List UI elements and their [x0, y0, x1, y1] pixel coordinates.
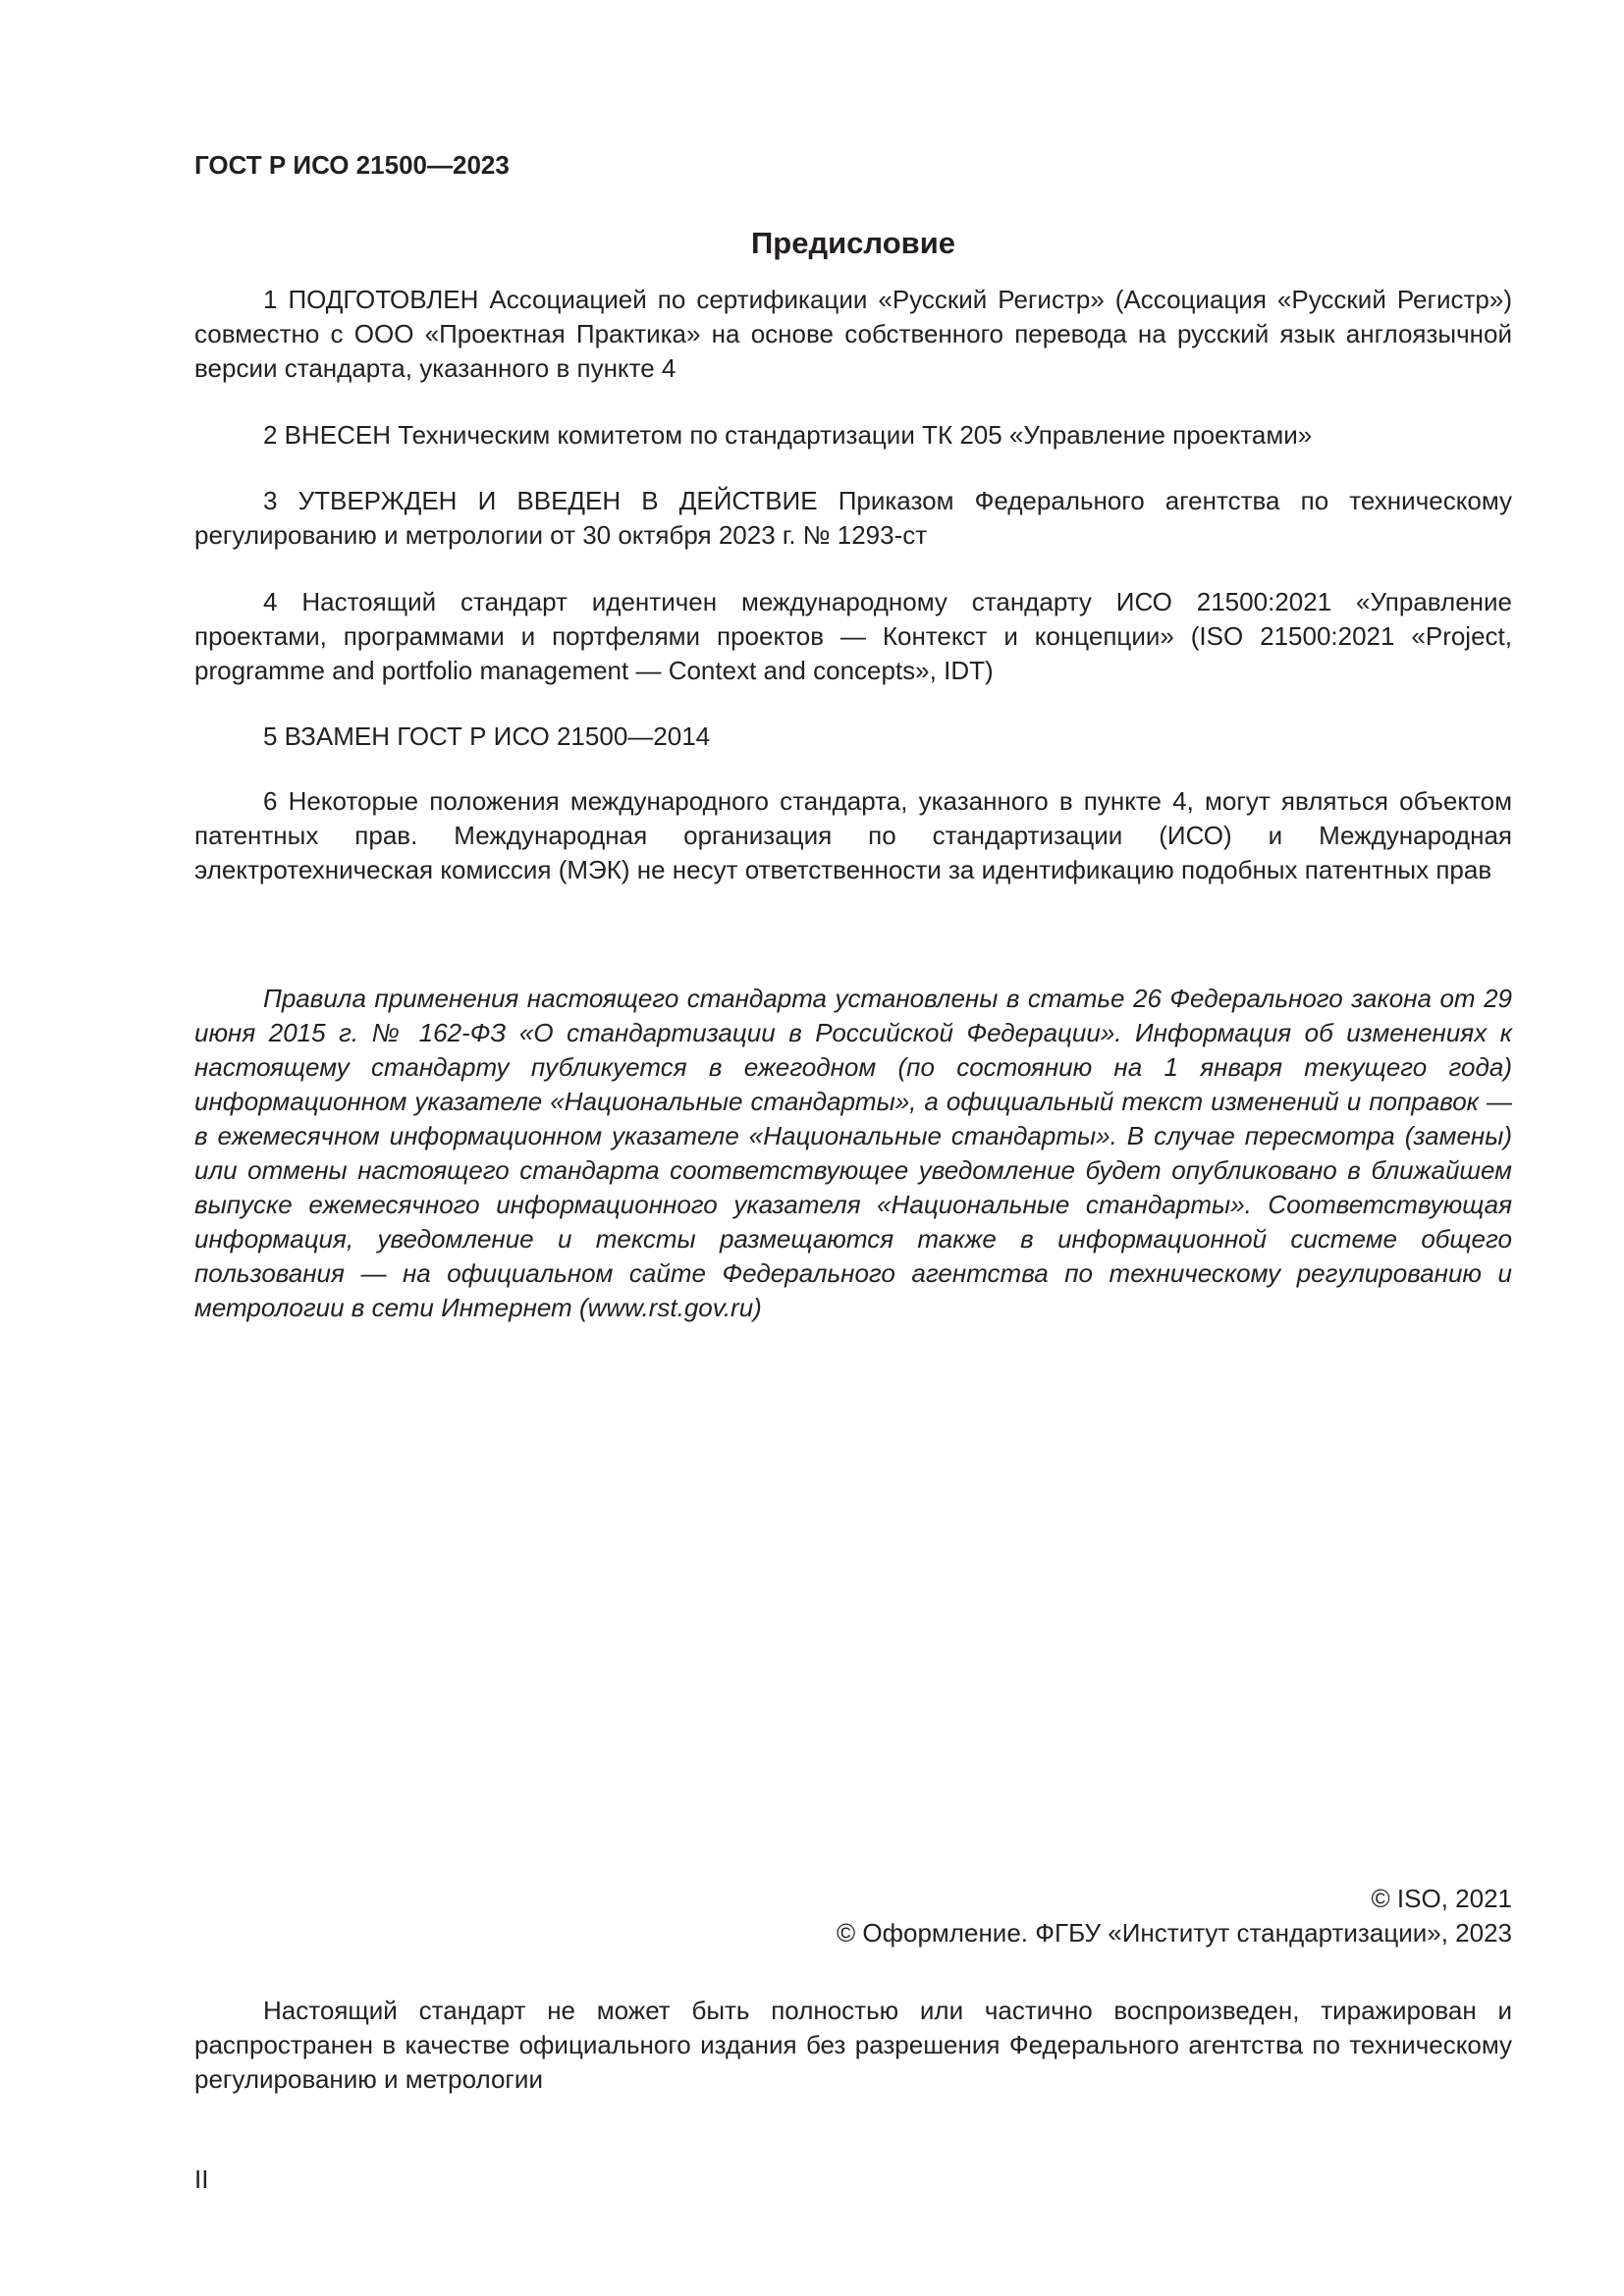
foreword-title: Предисловие	[750, 226, 955, 260]
foreword-item-5: 5 ВЗАМЕН ГОСТ Р ИСО 21500—2014	[263, 721, 711, 751]
foreword-item-6: 6 Некоторые положения международного стандарта, указанного в пункте 4, могут являться объектом патентных прав. Международная организация по стандартизации (ИСО) и Международная электротехническая комиссия (МЭК) не несут ответственности за идентификацию подобных патентных прав	[194, 786, 1512, 884]
reproduction-notice: Настоящий стандарт не может быть полностью или частично воспроизведен, тиражирован и распространен в качестве официального издания без разрешения Федерального агентства по техническому регулированию и метрологии	[194, 1996, 1512, 2094]
foreword-item-1: 1 ПОДГОТОВЛЕН Ассоциацией по сертификации «Русский Регистр» (Ассоциация «Русский Регистр») совместно с ООО «Проектная Практика» на основе собственного перевода на русский язык англоязычной версии стандарта, указанного в пункте 4	[194, 285, 1512, 383]
design-copyright: © Оформление. ФГБУ «Институт стандартизации», 2023	[837, 1918, 1512, 1948]
document-code: ГОСТ Р ИСО 21500—2023	[194, 150, 510, 180]
foreword-item-2: 2 ВНЕСЕН Техническим комитетом по стандартизации ТК 205 «Управление проектами»	[263, 420, 1313, 450]
foreword-item-3: 3 УТВЕРЖДЕН И ВВЕДЕН В ДЕЙСТВИЕ Приказом Федерального агентства по техническому регулированию и метрологии от 30 октября 2023 г. № 1293-ст	[194, 486, 1512, 550]
iso-copyright: © ISO, 2021	[1371, 1884, 1512, 1913]
page-number: II	[194, 2164, 209, 2194]
foreword-item-4: 4 Настоящий стандарт идентичен международному стандарту ИСО 21500:2021 «Управление проектами, программами и портфелями проектов — Контекст и концепции» (ISO 21500:2021 «Project, programme and portfolio management — Context and concepts», IDT)	[194, 587, 1512, 685]
standard-rules-note: Правила применения настоящего стандарта установлены в статье 26 Федерального закона от 29 июня 2015 г. № 162-ФЗ «О стандартизации в Российской Федерации». Информация об изменениях к настоящему стандарту публикуется в ежегодном (по состоянию на 1 января текущего года) информационном указателе «Национальные стандарты», а официальный текст изменений и поправок — в ежемесячном информационном указателе «Национальные стандарты». В случае пересмотра (замены) или отмены настоящего стандарта соответствующее уведомление будет опубликовано в ближайшем выпуске ежемесячного информационного указателя «Национальные стандарты». Соответствующая информация, уведомление и тексты размещаются также в информационной системе общего пользования — на официальном сайте Федерального агентства по техническому регулированию и метрологии в сети Интернет (www.rst.gov.ru)	[194, 984, 1512, 1322]
